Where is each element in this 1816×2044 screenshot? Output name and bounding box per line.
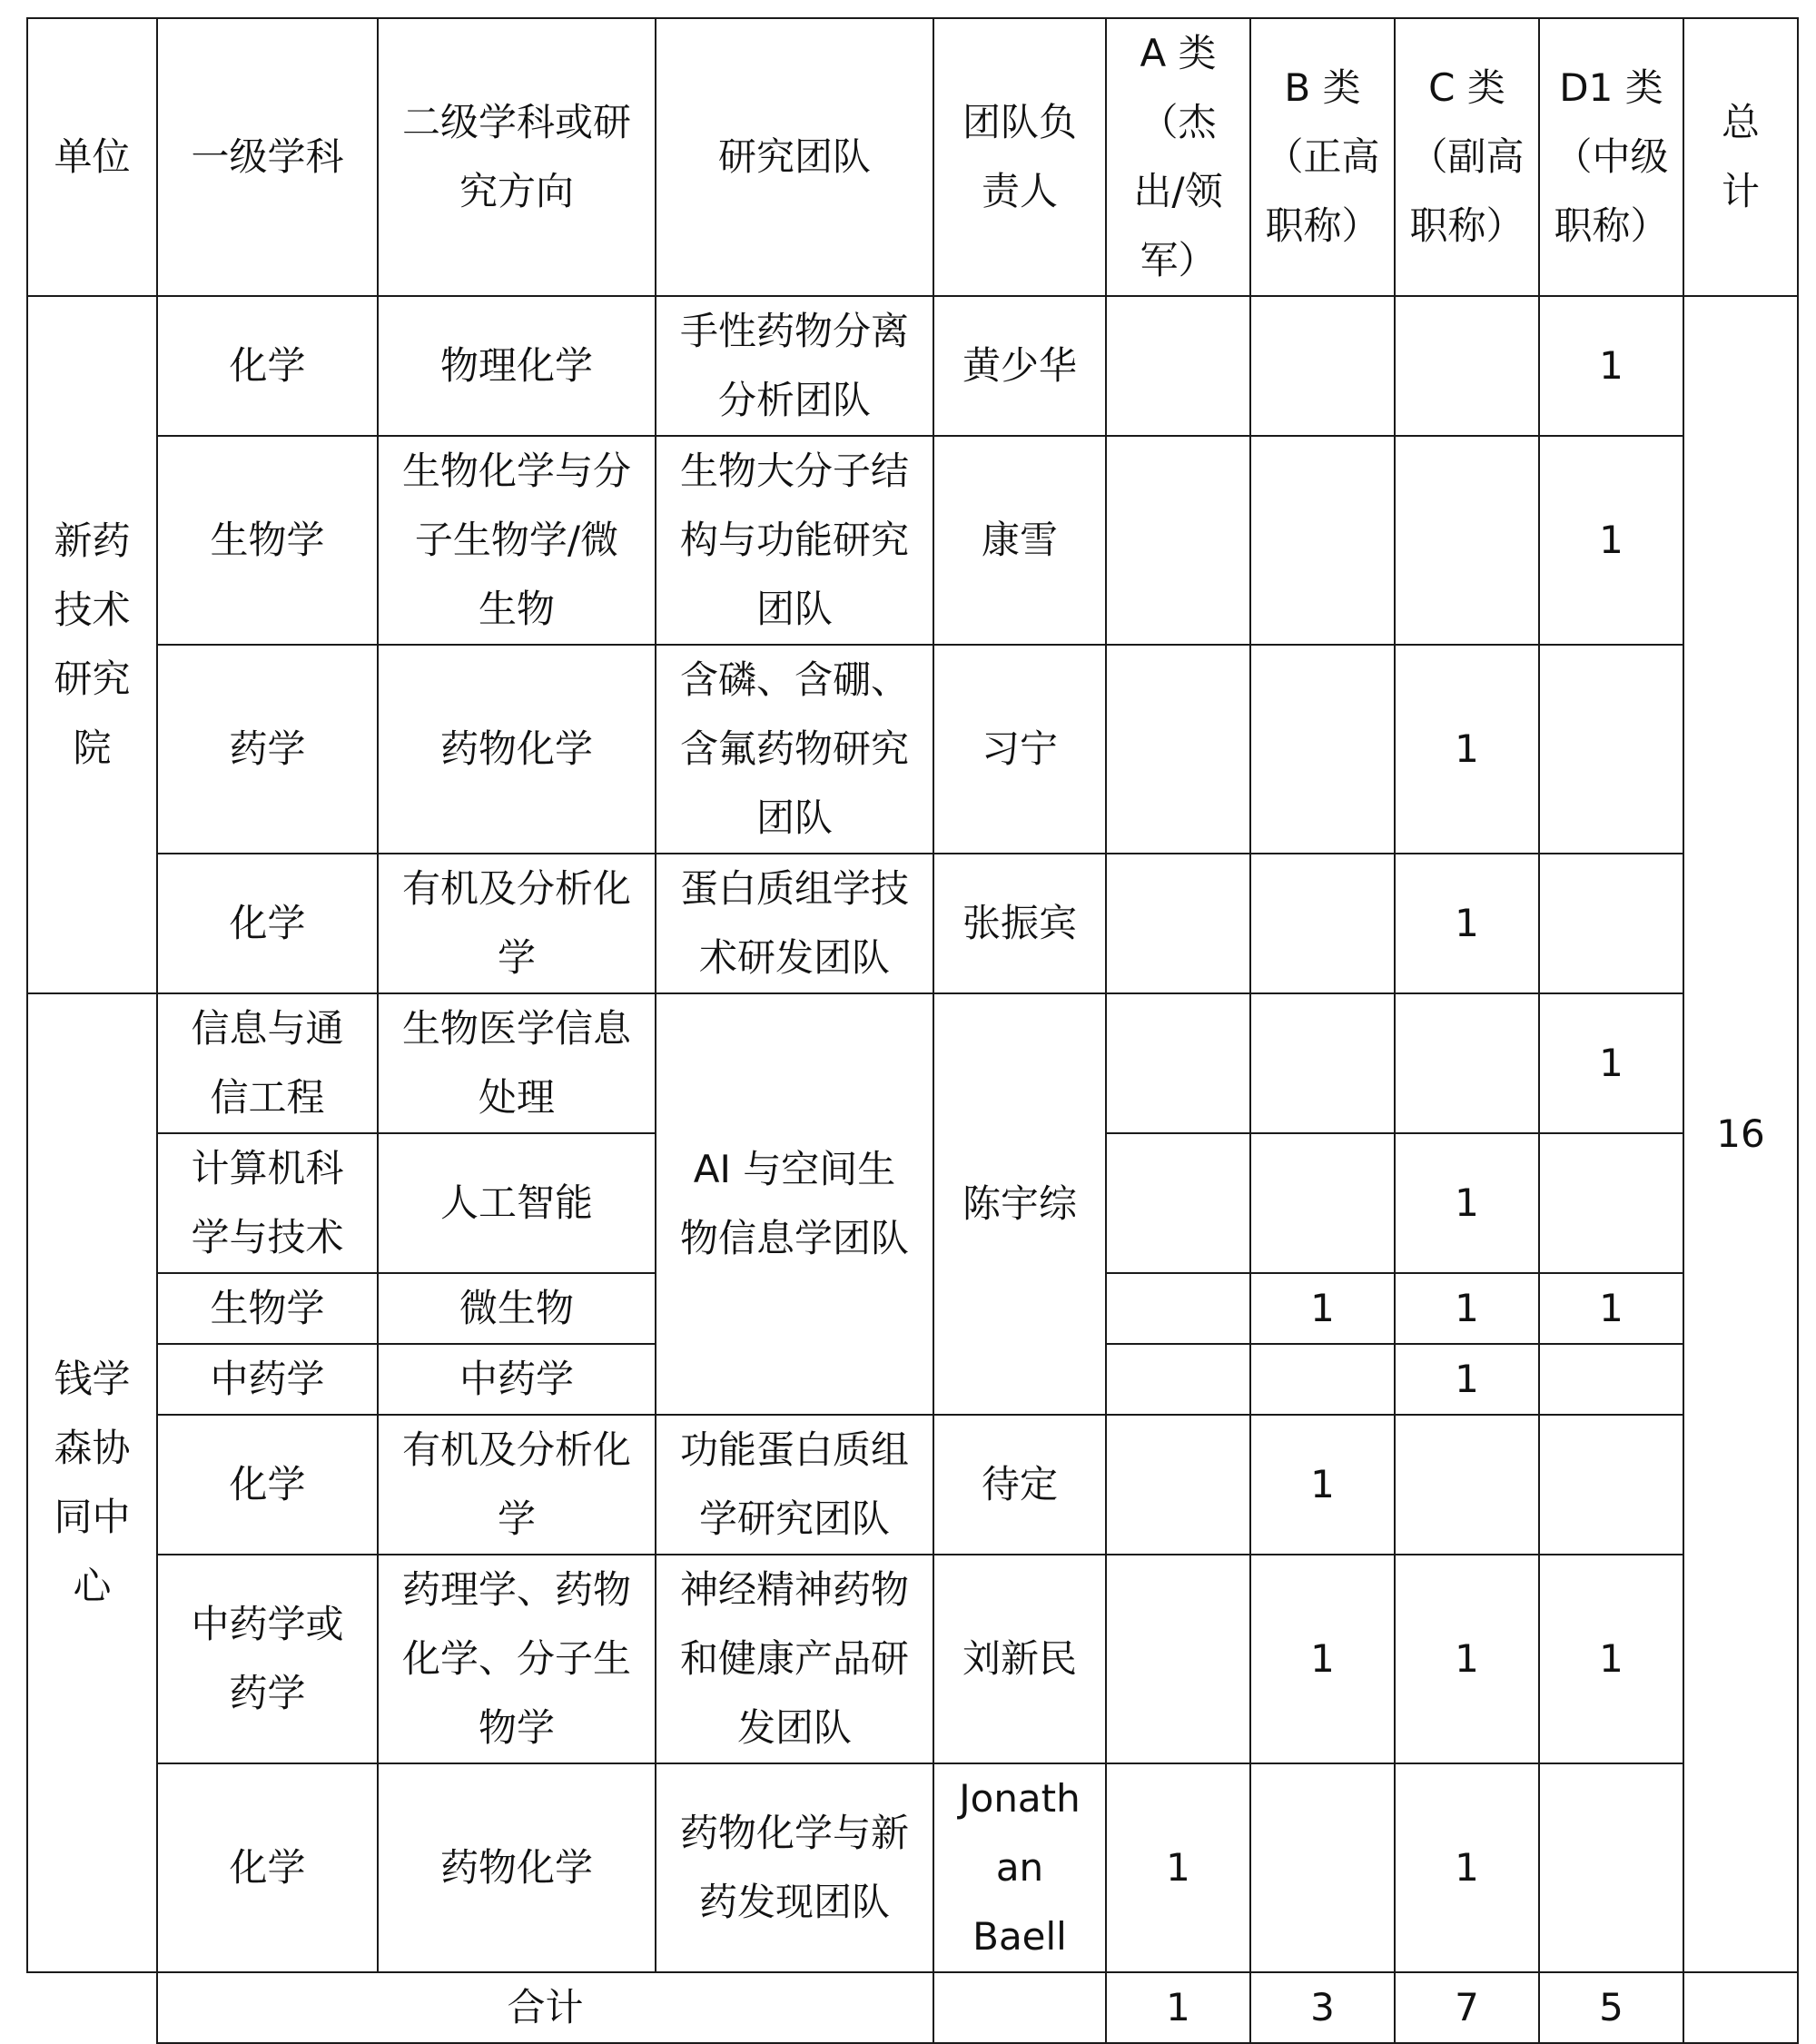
header-category-a: A 类 （杰 出/领 军） <box>1106 18 1250 296</box>
research-team-cell: 蛋白质组学技 术研发团队 <box>656 854 933 993</box>
sub-discipline-cell: 物理化学 <box>378 296 656 436</box>
category-d1-cell <box>1539 854 1683 993</box>
category-a-cell <box>1106 645 1250 854</box>
table-row <box>27 854 1798 993</box>
summary-category-b: 3 <box>1250 1972 1395 2043</box>
table-row <box>27 296 1798 436</box>
table-row <box>27 1763 1798 1972</box>
unit-cell: 钱学 森协 同中 心 <box>27 993 157 1972</box>
category-d1-cell <box>1539 1763 1683 1972</box>
category-c-cell: 1 <box>1395 1344 1539 1415</box>
category-a-cell <box>1106 1133 1250 1273</box>
summary-category-d1: 5 <box>1539 1972 1683 2043</box>
header-total: 总 计 <box>1683 18 1798 296</box>
header-research-team: 研究团队 <box>656 18 933 296</box>
category-c-cell <box>1395 1415 1539 1555</box>
summary-row <box>27 1972 1798 2043</box>
category-d1-cell <box>1539 645 1683 854</box>
category-b-cell <box>1250 1763 1395 1972</box>
category-b-cell: 1 <box>1250 1555 1395 1763</box>
category-d1-cell <box>1539 1344 1683 1415</box>
team-leader-cell: Jonath an Baell <box>933 1763 1106 1972</box>
summary-total-cell <box>1683 1972 1798 2043</box>
header-unit: 单位 <box>27 18 157 296</box>
sub-discipline-cell: 中药学 <box>378 1344 656 1415</box>
sub-discipline-cell: 有机及分析化 学 <box>378 854 656 993</box>
category-d1-cell: 1 <box>1539 296 1683 436</box>
category-a-cell: 1 <box>1106 1763 1250 1972</box>
header-sub-discipline: 二级学科或研 究方向 <box>378 18 656 296</box>
category-c-cell: 1 <box>1395 854 1539 993</box>
discipline-cell: 化学 <box>157 1763 378 1972</box>
category-b-cell <box>1250 1344 1395 1415</box>
category-a-cell <box>1106 1273 1250 1344</box>
category-b-cell <box>1250 1133 1395 1273</box>
category-d1-cell: 1 <box>1539 1273 1683 1344</box>
grand-total-cell: 16 <box>1683 296 1798 1972</box>
category-c-cell <box>1395 993 1539 1133</box>
research-team-cell: 神经精神药物 和健康产品研 发团队 <box>656 1555 933 1763</box>
category-c-cell: 1 <box>1395 1555 1539 1763</box>
team-leader-cell: 待定 <box>933 1415 1106 1555</box>
header-category-b: B 类 （正高 职称） <box>1250 18 1395 296</box>
category-d1-cell <box>1539 1415 1683 1555</box>
team-leader-cell: 刘新民 <box>933 1555 1106 1763</box>
summary-blank-cell <box>27 1972 157 2043</box>
category-c-cell: 1 <box>1395 1133 1539 1273</box>
discipline-cell: 生物学 <box>157 1273 378 1344</box>
sub-discipline-cell: 药物化学 <box>378 1763 656 1972</box>
category-b-cell: 1 <box>1250 1415 1395 1555</box>
sub-discipline-cell: 有机及分析化 学 <box>378 1415 656 1555</box>
research-team-cell: 含磷、含硼、 含氟药物研究 团队 <box>656 645 933 854</box>
category-d1-cell: 1 <box>1539 1555 1683 1763</box>
table-row <box>27 645 1798 854</box>
unit-cell: 新药 技术 研究 院 <box>27 296 157 993</box>
summary-category-c: 7 <box>1395 1972 1539 2043</box>
staffing-table <box>26 17 1799 2044</box>
header-discipline: 一级学科 <box>157 18 378 296</box>
research-team-cell: 手性药物分离 分析团队 <box>656 296 933 436</box>
sub-discipline-cell: 生物化学与分 子生物学/微 生物 <box>378 436 656 645</box>
category-b-cell <box>1250 645 1395 854</box>
category-c-cell: 1 <box>1395 645 1539 854</box>
discipline-cell: 化学 <box>157 1415 378 1555</box>
category-b-cell <box>1250 296 1395 436</box>
category-d1-cell: 1 <box>1539 436 1683 645</box>
discipline-cell: 化学 <box>157 296 378 436</box>
header-team-leader: 团队负 责人 <box>933 18 1106 296</box>
sub-discipline-cell: 药理学、药物 化学、分子生 物学 <box>378 1555 656 1763</box>
sub-discipline-cell: 生物医学信息 处理 <box>378 993 656 1133</box>
category-a-cell <box>1106 296 1250 436</box>
summary-leader-cell <box>933 1972 1106 2043</box>
category-b-cell: 1 <box>1250 1273 1395 1344</box>
category-c-cell <box>1395 296 1539 436</box>
discipline-cell: 中药学或 药学 <box>157 1555 378 1763</box>
table-row <box>27 1555 1798 1763</box>
category-a-cell <box>1106 1344 1250 1415</box>
team-leader-cell: 黄少华 <box>933 296 1106 436</box>
discipline-cell: 化学 <box>157 854 378 993</box>
header-category-c: C 类 （副高 职称） <box>1395 18 1539 296</box>
research-team-cell: 生物大分子结 构与功能研究 团队 <box>656 436 933 645</box>
summary-category-a: 1 <box>1106 1972 1250 2043</box>
category-c-cell: 1 <box>1395 1273 1539 1344</box>
discipline-cell: 生物学 <box>157 436 378 645</box>
discipline-cell: 信息与通 信工程 <box>157 993 378 1133</box>
category-a-cell <box>1106 1415 1250 1555</box>
research-team-cell: 功能蛋白质组 学研究团队 <box>656 1415 933 1555</box>
category-d1-cell <box>1539 1133 1683 1273</box>
category-a-cell <box>1106 1555 1250 1763</box>
discipline-cell: 中药学 <box>157 1344 378 1415</box>
header-row <box>27 18 1798 296</box>
category-d1-cell: 1 <box>1539 993 1683 1133</box>
table-row <box>27 436 1798 645</box>
summary-label: 合计 <box>157 1972 933 2043</box>
category-a-cell <box>1106 854 1250 993</box>
research-team-cell: AI 与空间生 物信息学团队 <box>656 993 933 1415</box>
sub-discipline-cell: 药物化学 <box>378 645 656 854</box>
research-team-cell: 药物化学与新 药发现团队 <box>656 1763 933 1972</box>
sub-discipline-cell: 人工智能 <box>378 1133 656 1273</box>
staffing-table-container <box>26 17 1799 2044</box>
team-leader-cell: 张振宾 <box>933 854 1106 993</box>
category-b-cell <box>1250 993 1395 1133</box>
category-b-cell <box>1250 854 1395 993</box>
category-c-cell <box>1395 436 1539 645</box>
table-row <box>27 1415 1798 1555</box>
team-leader-cell: 陈宇综 <box>933 993 1106 1415</box>
category-a-cell <box>1106 993 1250 1133</box>
header-category-d1: D1 类 （中级 职称） <box>1539 18 1683 296</box>
team-leader-cell: 康雪 <box>933 436 1106 645</box>
category-a-cell <box>1106 436 1250 645</box>
discipline-cell: 计算机科 学与技术 <box>157 1133 378 1273</box>
discipline-cell: 药学 <box>157 645 378 854</box>
team-leader-cell: 习宁 <box>933 645 1106 854</box>
category-b-cell <box>1250 436 1395 645</box>
category-c-cell: 1 <box>1395 1763 1539 1972</box>
table-row <box>27 993 1798 1133</box>
sub-discipline-cell: 微生物 <box>378 1273 656 1344</box>
